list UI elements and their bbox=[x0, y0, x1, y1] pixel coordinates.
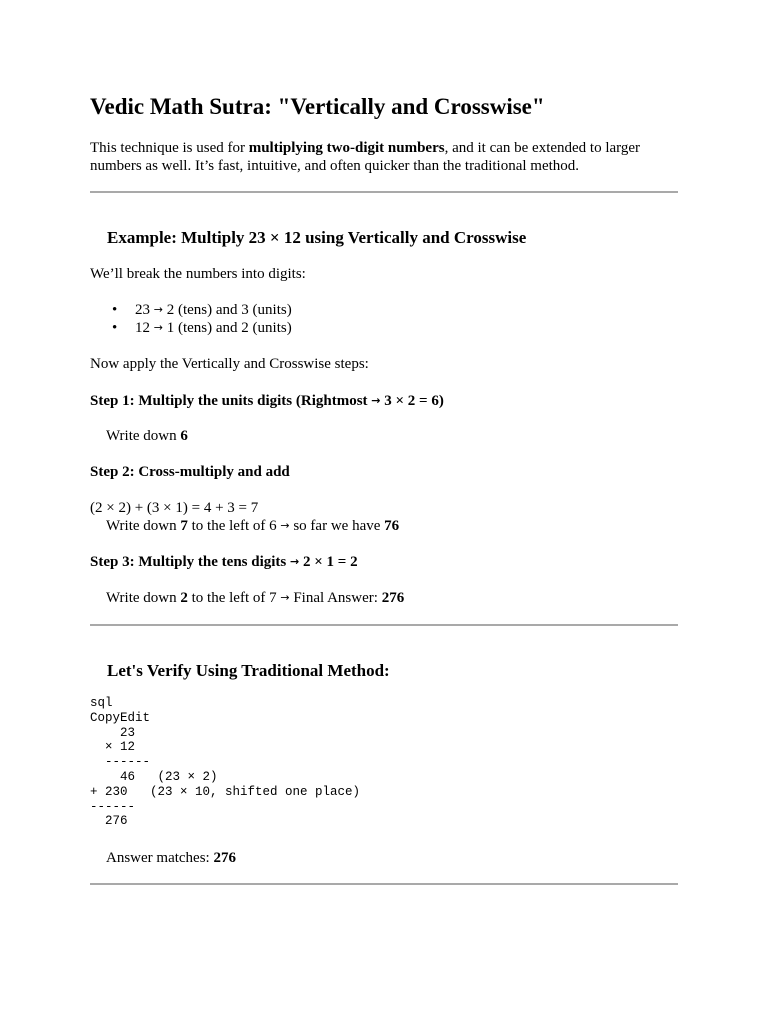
apply-text: Now apply the Vertically and Crosswise steps: bbox=[90, 356, 369, 372]
arrow-icon: → bbox=[153, 303, 163, 316]
arrow-icon: → bbox=[280, 591, 290, 604]
list-item bbox=[90, 319, 292, 337]
list-item bbox=[90, 301, 292, 319]
divider-1 bbox=[90, 191, 678, 193]
step2-calculation: (2 × 2) + (3 × 1) = 4 + 3 = 7 bbox=[90, 500, 259, 516]
final-answer: 276 bbox=[381, 590, 405, 606]
arrow-icon: → bbox=[280, 519, 290, 532]
divider-3 bbox=[90, 883, 678, 885]
divider-2 bbox=[90, 624, 678, 626]
bullet-icon: • bbox=[112, 320, 118, 336]
page-title: Vedic Math Sutra: "Vertically and Crosswise" bbox=[90, 94, 545, 119]
verify-heading: Let's Verify Using Traditional Method: bbox=[107, 661, 390, 680]
step2-value: 7 bbox=[180, 518, 188, 534]
step2-result: 76 bbox=[384, 518, 400, 534]
intro-text-line2: numbers as well. It’s fast, intuitive, and often quicker than the traditional method. bbox=[90, 158, 580, 174]
digit-number: 12 bbox=[135, 320, 150, 336]
step1-write: Write down 6 bbox=[106, 428, 188, 444]
step1-value: 6 bbox=[180, 428, 188, 444]
intro-bold-phrase: multiplying two-digit numbers bbox=[248, 140, 445, 156]
arrow-icon: → bbox=[371, 394, 381, 407]
bullet-icon: • bbox=[112, 302, 118, 318]
example-heading: Example: Multiply 23 × 12 using Vertically and Crosswise bbox=[107, 228, 527, 247]
digits-list bbox=[90, 301, 292, 337]
step3-write: Write down 2 to the left of 7 → Final Answer: 276 bbox=[106, 590, 405, 606]
step3-heading: Step 3: Multiply the tens digits → 2 × 1 = 2 bbox=[90, 554, 358, 570]
step1-heading: Step 1: Multiply the units digits (Rightmost → 3 × 2 = 6) bbox=[90, 393, 444, 409]
intro-text-end: , and it can be extended to larger bbox=[444, 140, 641, 156]
step2-write: Write down 7 to the left of 6 → so far we have 76 bbox=[106, 518, 400, 534]
arrow-icon: → bbox=[153, 321, 163, 334]
digit-description: 1 (tens) and 2 (units) bbox=[166, 320, 292, 336]
digit-description: 2 (tens) and 3 (units) bbox=[166, 302, 292, 318]
answer-value: 276 bbox=[213, 850, 236, 866]
step2-heading: Step 2: Cross-multiply and add bbox=[90, 464, 290, 480]
digit-number: 23 bbox=[135, 302, 150, 318]
code-block[interactable]: sql CopyEdit 23 × 12 ------ 46 (23 × 2) + 230 (23 × 10, shifted one place) ------ 276 bbox=[90, 696, 361, 829]
intro-text-start: This technique is used for bbox=[90, 140, 249, 156]
answer-matches: Answer matches: 276 bbox=[106, 850, 236, 866]
step3-value: 2 bbox=[180, 590, 188, 606]
intro-paragraph bbox=[90, 139, 640, 175]
arrow-icon: → bbox=[290, 555, 300, 568]
break-text: We’ll break the numbers into digits: bbox=[90, 266, 306, 282]
